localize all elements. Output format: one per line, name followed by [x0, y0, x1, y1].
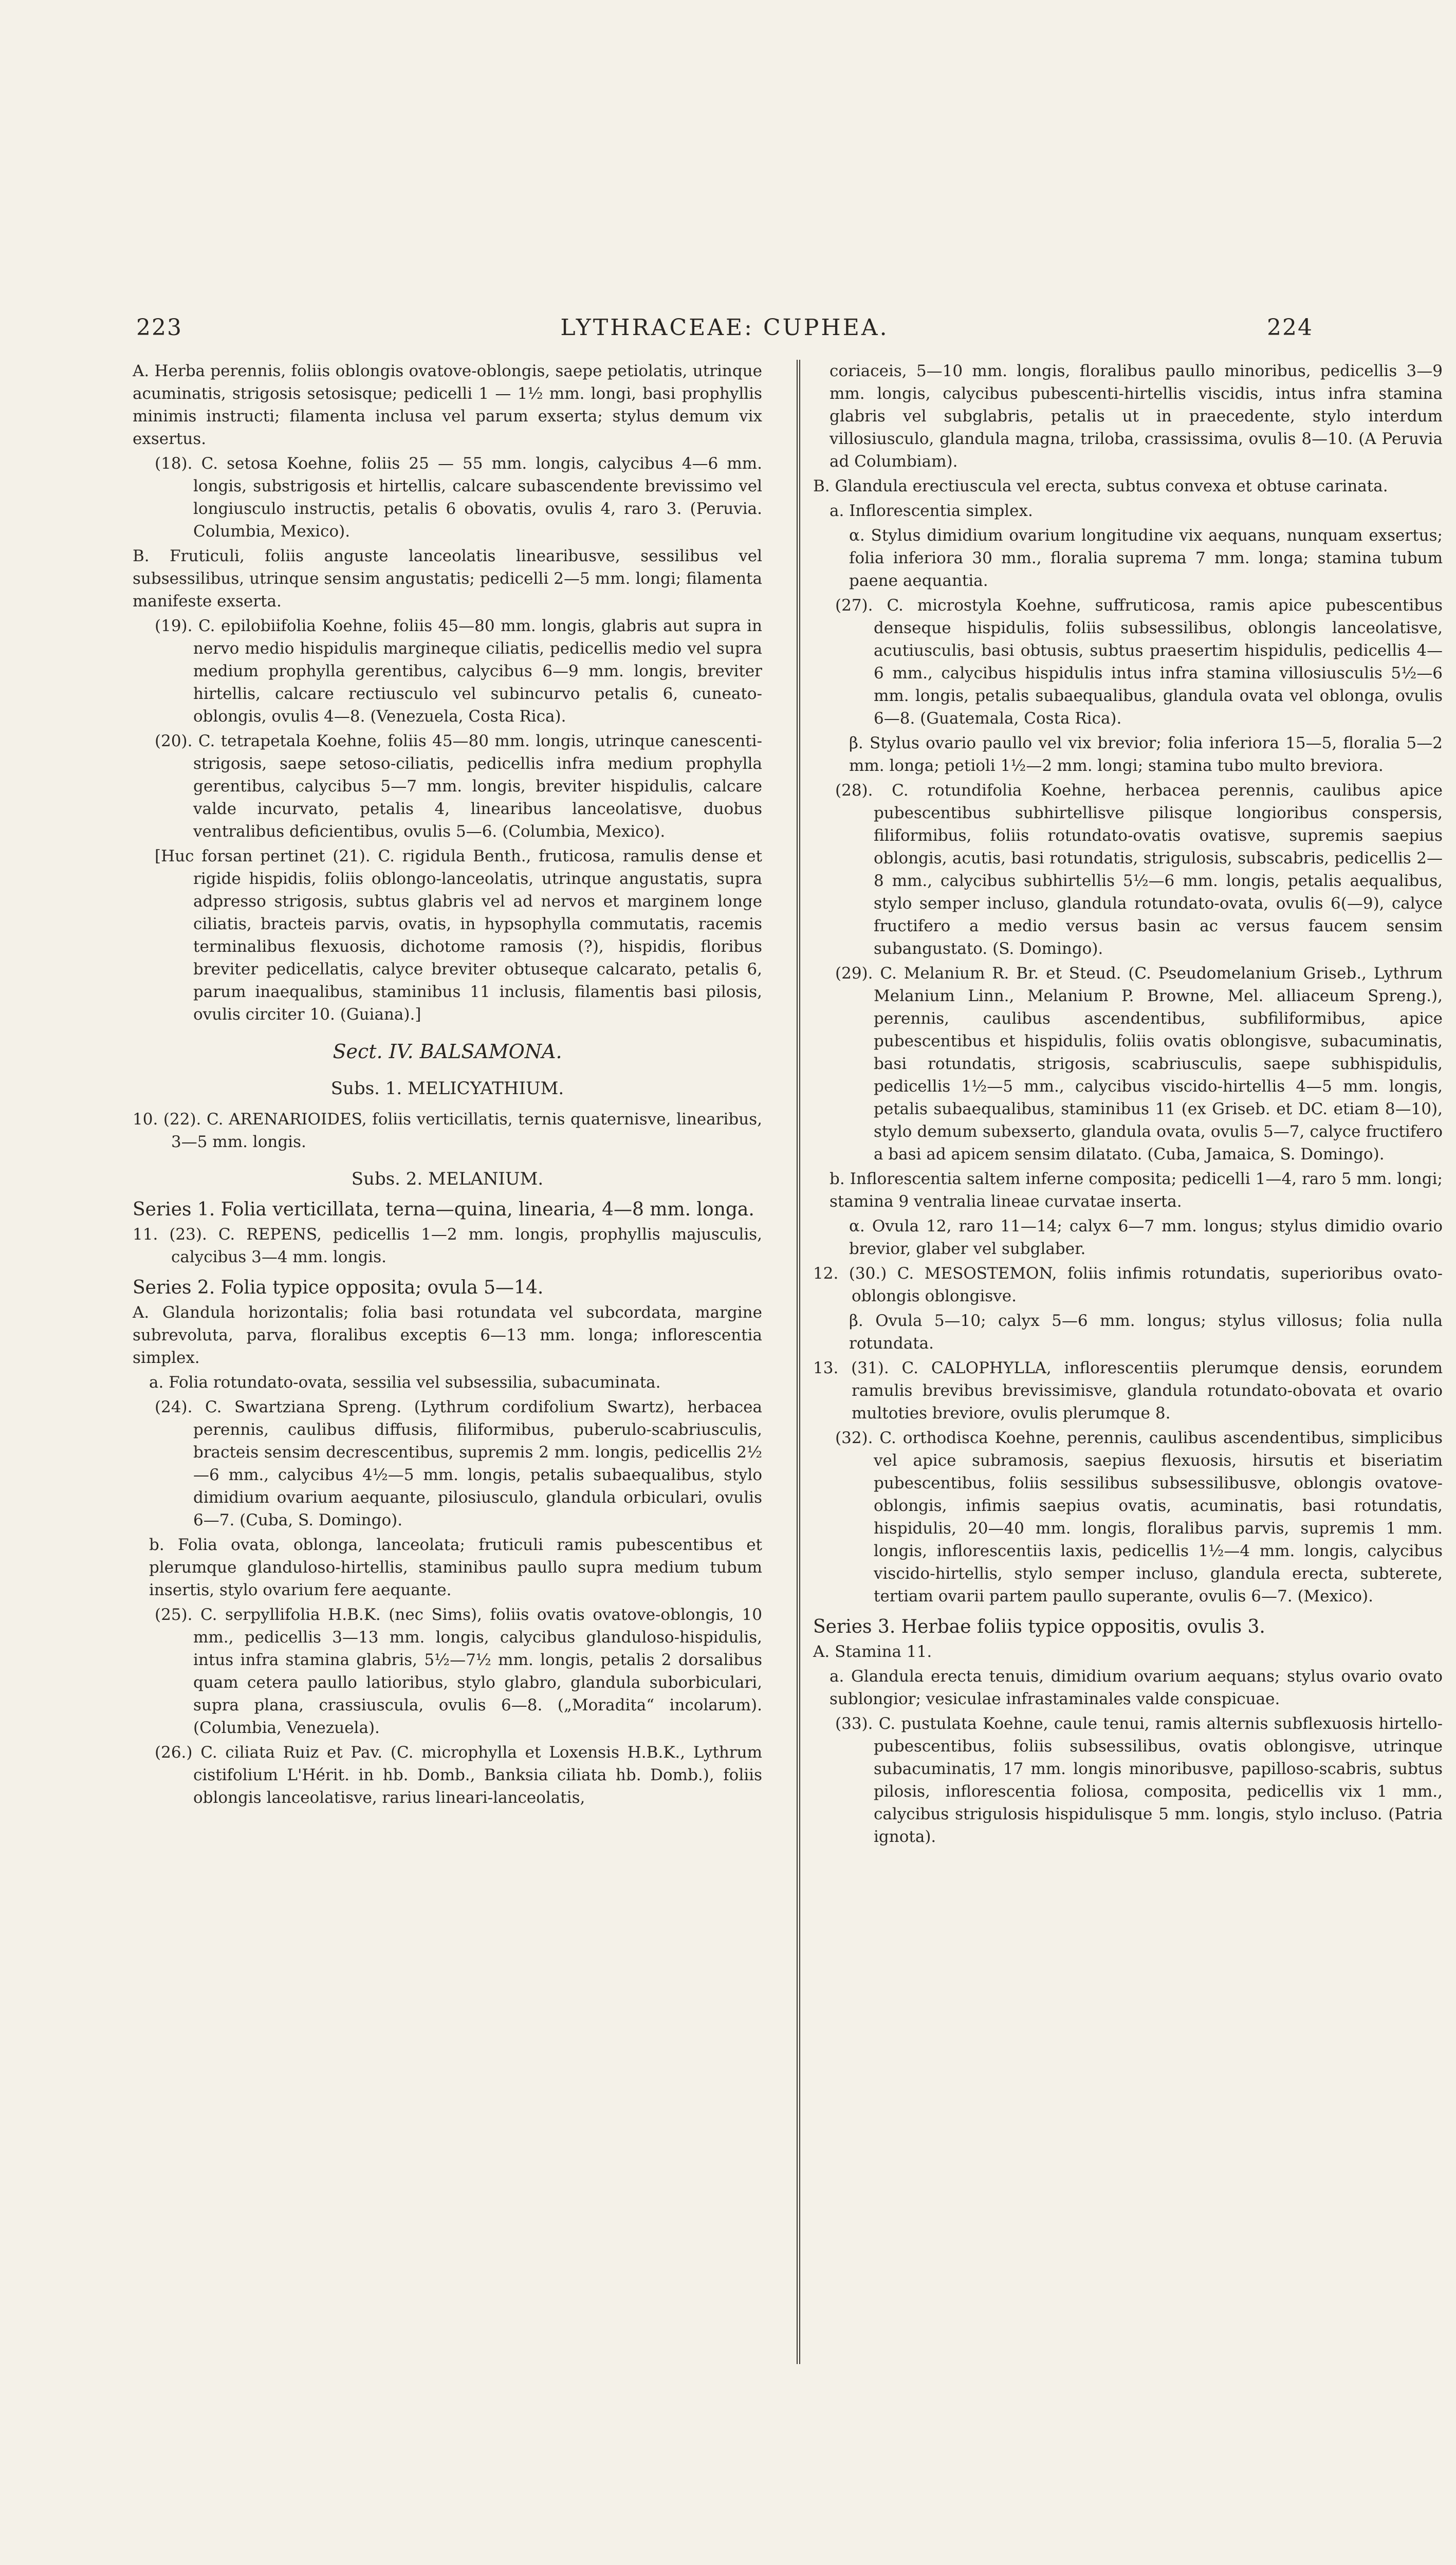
species-19: (19). C. epilobiifolia Koehne, foliis 45—80 mm. longis, glabris aut supra in nervo medio hispidulis margineque ciliatis, pedicellis medio vel supra medium prophylla gerentibus, calycibus 6—9 mm. longis, breviter hirtellis, calcare rectiusculo vel subincurvo petalis 6, cuneato-oblongis, ovulis 4—8. (Venezuela, Costa Rica).: [155, 617, 762, 726]
series-1-heading: Series 1. Folia verticillata, terna—quina, linearia, 4—8 mm. longa.: [133, 1199, 754, 1220]
species-33: (33). C. pustulata Koehne, caule tenui, ramis alternis subflexuosis hirtello-pubescentibus, foliis subsessilibus, ovatis oblongisve, utrinque subacuminatis, 17 mm. longis minoribusve, papilloso-scabris, subtus pilosis, inflorescentia foliosa, composita, pedicellis vix 1 mm., calycibus strigulosis hispidulisque 5 mm. longis, stylo incluso. (Patria ignota).: [835, 1714, 1443, 1846]
key-a-stamina: A. Stamina 11.: [813, 1643, 932, 1661]
key-alpha-ovula: α. Ovula 12, raro 11—14; calyx 6—7 mm. longus; stylus dimidio ovario brevior, glaber vel subglaber.: [849, 1217, 1443, 1258]
key-b-b: b. Inflorescentia saltem inferne composita; pedicelli 1—4, raro 5 mm. longi; stamina 9 ventralia lineae curvatae inserta.: [830, 1170, 1443, 1211]
species-20: (20). C. tetrapetala Koehne, foliis 45—80 mm. longis, utrinque canescenti-strigosis, saepe setoso-ciliatis, pedicellis infra medium prophylla gerentibus, calycibus 5—7 mm. longis, breviter hispidulis, calcare valde incurvato, petalis 4, linearibus lanceolatisve, duobus ventralibus deficientibus, ovulis 5—6. (Columbia, Mexico).: [155, 732, 762, 841]
species-30: 12. (30.) C. MESOSTEMON, foliis infimis rotundatis, superioribus ovato-oblongis oblongisve.: [813, 1264, 1443, 1305]
series-2-heading: Series 2. Folia typice opposita; ovula 5—14.: [133, 1277, 544, 1298]
key-beta-ovula: β. Ovula 5—10; calyx 5—6 mm. longus; stylus villosus; folia nulla rotundata.: [849, 1312, 1443, 1353]
right-column: [813, 360, 1443, 1850]
page-number-right: 224: [1267, 315, 1313, 341]
species-22: 10. (22). C. ARENARIOIDES, foliis verticillatis, ternis quaternisve, linearibus, 3—5 mm. longis.: [133, 1110, 762, 1151]
key-a-glandula: A. Glandula horizontalis; folia basi rotundata vel subcordata, margine subrevoluta, parva, floralibus exceptis 6—13 mm. longa; inflorescentia simplex.: [133, 1303, 762, 1367]
key-b-glandula: B. Glandula erectiuscula vel erecta, subtus convexa et obtuse carinata.: [813, 477, 1388, 495]
species-28: (28). C. rotundifolia Koehne, herbacea perennis, caulibus apice pubescentibus subhirtellisve pilisque longioribus conspersis, filiformibus, foliis rotundato-ovatis ovatisve, supremis saepius oblongis, acutis, basi rotundatis, strigulosis, subscabris, pedicellis 2—8 mm., calycibus subhirtellis 5½—6 mm. longis, petalis aequalibus, stylo semper incluso, glandula rotundato-ovata, ovulis 6(—9), calyce fructifero a medio versus basin ac versus faucem sensim subangustato. (S. Domingo).: [835, 781, 1443, 958]
series-3-heading: Series 3. Herbae foliis typice oppositis, ovulis 3.: [813, 1616, 1265, 1637]
species-26: (26.) C. ciliata Ruiz et Pav. (C. microphylla et Loxensis H.B.K., Lythrum cistifolium L'Hérit. in hb. Domb., Banksia ciliata hb. Domb.), foliis oblongis lanceolatisve, rarius lineari-lanceolatis,: [155, 1743, 762, 1807]
section-heading: Sect. IV. BALSAMONA.: [333, 1040, 562, 1063]
species-23: 11. (23). C. REPENS, pedicellis 1—2 mm. longis, prophyllis majusculis, calycibus 3—4 mm. longis.: [133, 1225, 762, 1266]
running-header: [136, 315, 1313, 350]
page-number-left: 223: [136, 315, 182, 341]
left-column: [133, 360, 762, 1811]
species-24: (24). C. Swartziana Spreng. (Lythrum cordifolium Swartz), herbacea perennis, caulibus diffusis, filiformibus, puberulo-scabriusculis, bracteis sensim decrescentibus, supremis 2 mm. longis, pedicellis 2½—6 mm., calycibus 4½—5 mm. longis, petalis subaequalibus, stylo dimidium ovarium aequante, pilosiusculo, glandula orbiculari, ovulis 6—7. (Cuba, S. Domingo).: [155, 1398, 762, 1529]
column-divider: [797, 360, 800, 2364]
species-18: (18). C. setosa Koehne, foliis 25 — 55 mm. longis, calycibus 4—6 mm. longis, substrigosis et hirtellis, calcare subascendente brevissimo vel longiusculo instructis, petalis 6 obovatis, ovulis 4, raro 3. (Peruvia. Columbia, Mexico).: [155, 454, 762, 541]
species-25: (25). C. serpyllifolia H.B.K. (nec Sims), foliis ovatis ovatove-oblongis, 10 mm., pedicellis 3—13 mm. longis, calycibus glanduloso-hispidulis, intus infra stamina glabris, 5½—7½ mm. longis, petalis 2 dorsalibus quam cetera paullo latioribus, stylo glabro, glandula suborbiculari, supra plana, crassiuscula, ovulis 6—8. („Moradita“ incolarum). (Columbia, Venezuela).: [155, 1606, 762, 1737]
key-a: A. Herba perennis, foliis oblongis ovatove-oblongis, saepe petiolatis, utrinque acuminatis, strigosis setosisque; pedicelli 1 — 1½ mm. longi, basi prophyllis minimis instructi; filamenta inclusa vel parum exserta; stylus demum vix exsertus.: [133, 362, 762, 448]
key-b-a: a. Inflorescentia simplex.: [830, 502, 1033, 520]
species-21-note: [Huc forsan pertinet (21). C. rigidula Benth., fruticosa, ramulis dense et rigide hispidis, foliis oblongo-lanceolatis, utrinque angustatis, supra adpresso strigosis, subtus glabris vel ad nervos et marginem longe ciliatis, bracteis parvis, ovatis, in hypsophylla commutatis, racemis terminalibus flexuosis, dichotome ramosis (?), hispidis, floribus breviter pedicellatis, calyce breviter obtuseque calcarato, petalis 6, parum inaequalibus, staminibus 11 inclusis, filamentis basi pilosis, ovulis circiter 10. (Guiana).]: [155, 847, 762, 1024]
key-b: B. Fruticuli, foliis anguste lanceolatis linearibusve, sessilibus vel subsessilibus, utrinque sensim angustatis; pedicelli 2—5 mm. longi; filamenta manifeste exserta.: [133, 547, 762, 611]
key-a-b: b. Folia ovata, oblonga, lanceolata; fruticuli ramis pubescentibus et plerumque glanduloso-hirtellis, staminibus paullo supra medium tubum insertis, stylo ovarium fere aequante.: [149, 1536, 762, 1599]
species-32: (32). C. orthodisca Koehne, perennis, caulibus ascendentibus, simplicibus vel apice subramosis, saepius flexuosis, hirsutis et biseriatim pubescentibus, foliis sessilibus subsessilibusve, oblongis ovatove-oblongis, infimis saepius ovatis, acuminatis, basi rotundatis, hispidulis, 20—40 mm. longis, floralibus parvis, supremis 1 mm. longis, inflorescentiis laxis, pedicellis 1½—4 mm. longis, calycibus viscido-hirtellis, stylo semper incluso, glandula erecta, subterete, tertiam ovarii partem paullo superante, ovulis 6—7. (Mexico).: [835, 1429, 1443, 1606]
subsection-1-heading: Subs. 1. MELICYATHIUM.: [330, 1078, 564, 1099]
key-a-a: a. Folia rotundato-ovata, sessilia vel subsessilia, subacuminata.: [149, 1373, 661, 1392]
key-alpha-stylus: α. Stylus dimidium ovarium longitudine vix aequans, nunquam exsertus; folia inferiora 30 mm., floralia suprema 7 mm. longa; stamina tubum paene aequantia.: [849, 526, 1443, 590]
species-31: 13. (31). C. CALOPHYLLA, inflorescentiis plerumque densis, eorundem ramulis brevibus brevissimisve, glandula rotundato-obovata et ovario multoties breviore, ovulis plerumque 8.: [813, 1359, 1443, 1423]
subsection-2-heading: Subs. 2. MELANIUM.: [351, 1169, 544, 1189]
key-beta-stylus: β. Stylus ovario paullo vel vix brevior; folia inferiora 15—5, floralia 5—2 mm. longa; petioli 1½—2 mm. longi; stamina tubo multo breviora.: [849, 734, 1443, 775]
species-26-continued: coriaceis, 5—10 mm. longis, floralibus paullo minoribus, pedicellis 3—9 mm. longis, calycibus pubescenti-hirtellis viscidis, intus infra stamina glabris vel subglabris, petalis ut in praecedente, stylo interdum villosiusculo, glandula magna, triloba, crassissima, ovulis 8—10. (A Peruvia ad Columbiam).: [830, 362, 1443, 471]
species-29: (29). C. Melanium R. Br. et Steud. (C. Pseudomelanium Griseb., Lythrum Melanium Linn., Melanium P. Browne, Mel. alliaceum Spreng.), perennis, caulibus ascendentibus, subfiliformibus, apice pubescentibus et hispidulis, foliis ovatis oblongisve, subacuminatis, basi rotundatis, strigosis, scabriusculis, saepe subhispidulis, pedicellis 1½—5 mm., calycibus viscido-hirtellis 4—5 mm. longis, petalis subaequalibus, staminibus 11 (ex Griseb. et DC. etiam 8—10), stylo demum subexserto, glandula ovata, ovulis 5—7, calyce fructifero a basi ad apicem sensim dilatato. (Cuba, Jamaica, S. Domingo).: [835, 964, 1443, 1164]
running-title: LYTHRACEAE: CUPHEA.: [560, 315, 889, 341]
species-27: (27). C. microstyla Koehne, suffruticosa, ramis apice pubescentibus denseque hispidulis, foliis subsessilibus, oblongis lanceolatisve, acutiusculis, basi obtusis, subtus praesertim hispidulis, pedicellis 4—6 mm., calycibus hispidulis intus infra stamina villosiusculis 5½—6 mm. longis, petalis subaequalibus, glandula ovata vel oblonga, ovulis 6—8. (Guatemala, Costa Rica).: [835, 596, 1443, 728]
key-a-glandula-erecta: a. Glandula erecta tenuis, dimidium ovarium aequans; stylus ovario ovato sublongior; vesiculae infrastaminales valde conspicuae.: [830, 1667, 1443, 1708]
